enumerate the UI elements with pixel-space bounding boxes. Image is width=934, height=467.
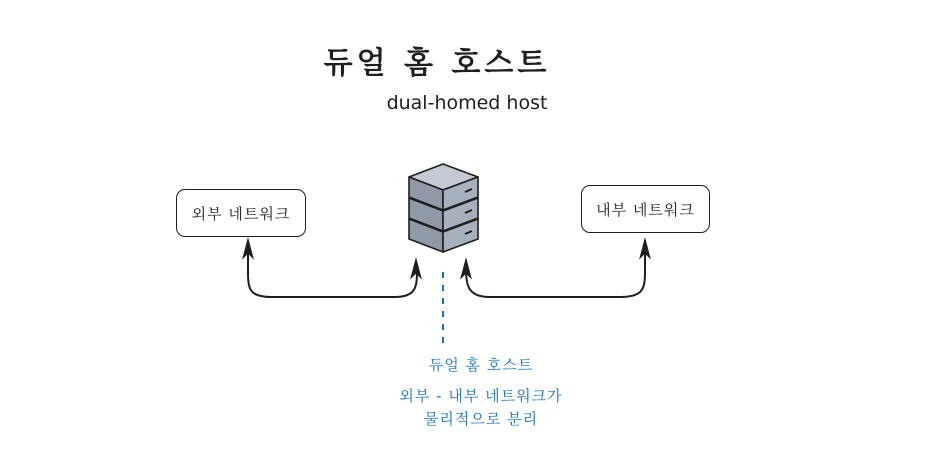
internal-network-label: 내부 네트워크 bbox=[596, 200, 695, 219]
internal-network-box bbox=[581, 185, 710, 233]
server-stack-icon bbox=[409, 164, 478, 252]
connector-server-to-internal bbox=[466, 240, 645, 297]
diagram-subtitle: dual-homed host bbox=[386, 92, 548, 114]
diagram-title: 듀얼 홈 호스트 bbox=[323, 46, 551, 81]
connector-server-to-external bbox=[248, 240, 417, 297]
annotation-heading: 듀얼 홈 호스트 bbox=[428, 356, 534, 374]
external-network-box bbox=[176, 189, 306, 237]
annotation-line-2: 물리적으로 분리 bbox=[423, 410, 539, 428]
annotation-line-1: 외부 - 내부 네트워크가 bbox=[399, 387, 563, 405]
external-network-label: 외부 네트워크 bbox=[191, 204, 291, 223]
